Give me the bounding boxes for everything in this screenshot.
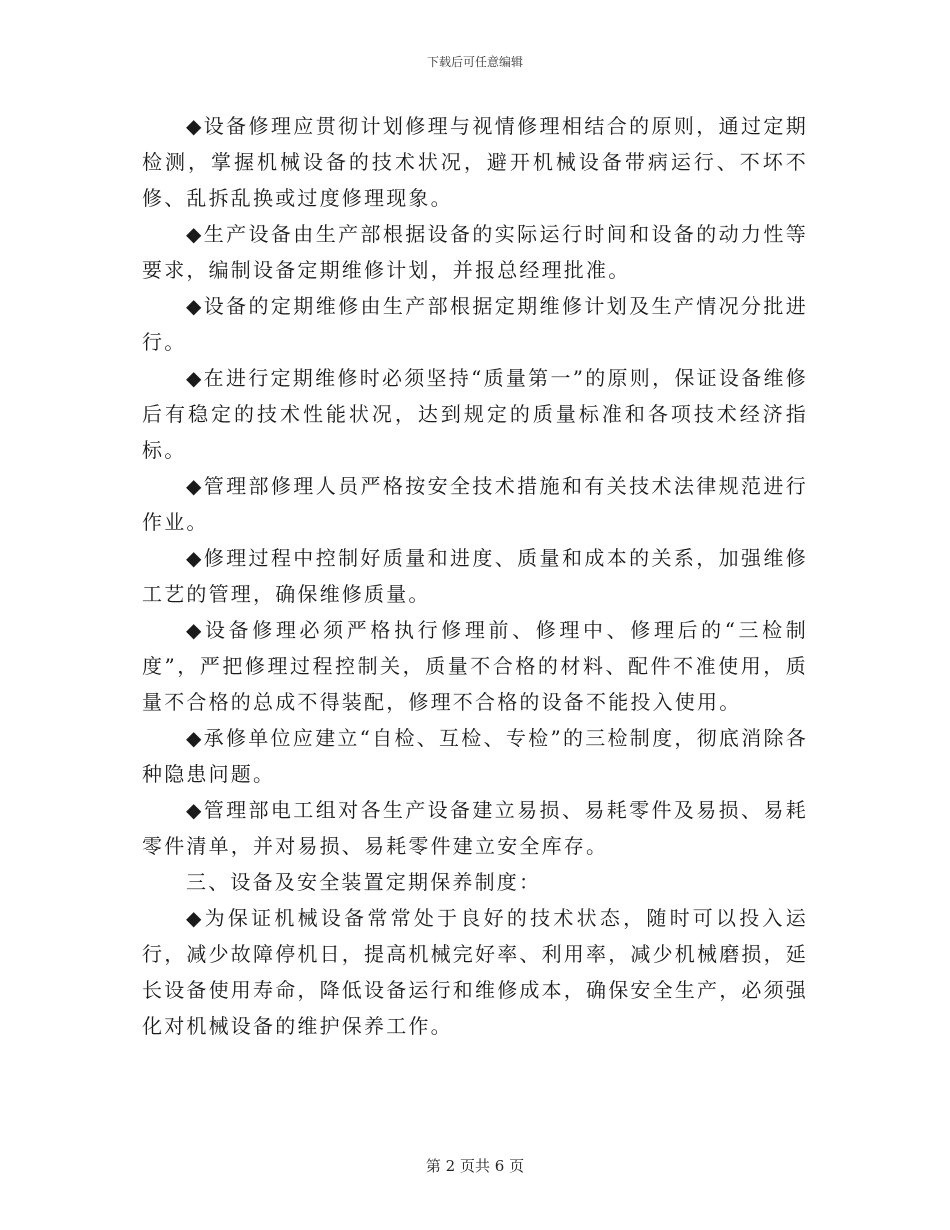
paragraph-maintenance-purpose: ◆为保证机械设备常常处于良好的技术状态，随时可以投入运行，减少故障停机日，提高机械完好率、利用率，减少机械磨损，延长设备使用寿命，降低设备运行和维修成本，确保安全生产，必须强化对机械设备的维护保养工作。	[142, 906, 808, 1038]
document-body	[142, 108, 808, 1044]
paragraph-maintenance-plan: ◆生产设备由生产部根据设备的实际运行时间和设备的动力性等要求，编制设备定期维修计划，并报总经理批准。	[142, 222, 808, 282]
paragraph-process-control: ◆修理过程中控制好质量和进度、质量和成本的关系，加强维修工艺的管理，确保维修质量。	[142, 546, 808, 606]
paragraph-batch-maintenance: ◆设备的定期维修由生产部根据定期维修计划及生产情况分批进行。	[142, 294, 808, 354]
page-header-note: 下载后可任意编辑	[426, 55, 523, 69]
paragraph-contractor-inspections: ◆承修单位应建立“自检、互检、专检”的三检制度，彻底消除各种隐患问题。	[142, 726, 808, 786]
page-number-footer: 第 2 页共 6 页	[425, 1157, 525, 1175]
section-heading-maintenance-system: 三、设备及安全装置定期保养制度：	[186, 870, 542, 894]
paragraph-quality-first: ◆在进行定期维修时必须坚持“质量第一”的原则，保证设备维修后有稳定的技术性能状况，达到规定的质量标准和各项技术经济指标。	[142, 366, 808, 462]
paragraph-repair-principle: ◆设备修理应贯彻计划修理与视情修理相结合的原则，通过定期检测，掌握机械设备的技术状况，避开机械设备带病运行、不坏不修、乱拆乱换或过度修理现象。	[142, 114, 808, 210]
paragraph-spare-parts: ◆管理部电工组对各生产设备建立易损、易耗零件及易损、易耗零件清单，并对易损、易耗零件建立安全库存。	[142, 798, 808, 858]
paragraph-safety-rules: ◆管理部修理人员严格按安全技术措施和有关技术法律规范进行作业。	[142, 474, 808, 534]
paragraph-three-inspections: ◆设备修理必须严格执行修理前、修理中、修理后的“三检制度”，严把修理过程控制关，质量不合格的材料、配件不准使用，质量不合格的总成不得装配，修理不合格的设备不能投入使用。	[142, 618, 808, 714]
